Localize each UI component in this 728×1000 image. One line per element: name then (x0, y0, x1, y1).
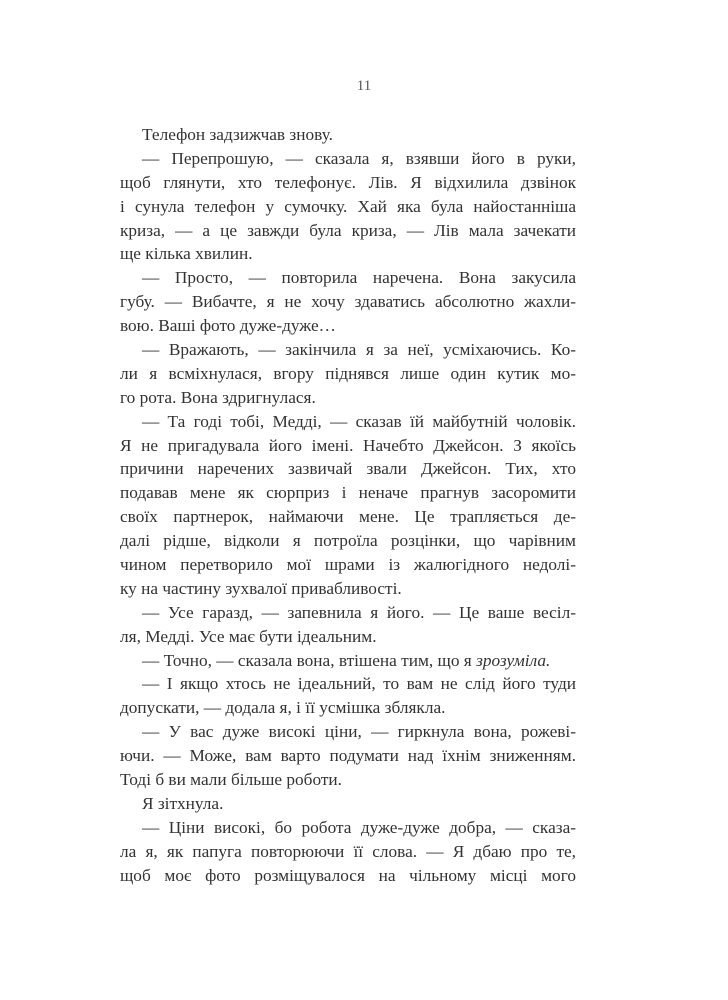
text-line (120, 290, 576, 314)
text-line-content: криза, — а це завжди була криза, — Лів мала зачекати (120, 220, 576, 240)
text-line (120, 123, 576, 147)
text-line-content: ля, Медді. Усе має бути ідеальним. (120, 626, 377, 646)
text-line (120, 529, 576, 553)
text-line-content: ще кілька хвилин. (120, 244, 253, 264)
text-line (120, 195, 576, 219)
text-line (120, 171, 576, 195)
text-line (120, 577, 576, 601)
text-line (120, 505, 576, 529)
text-line-content: — Ціни високі, бо робота дуже-дуже добра, — сказа- (142, 817, 576, 837)
text-line (120, 410, 576, 434)
text-line-content: губу. — Вибачте, я не хочу здаватись абсолютно жахли- (120, 292, 576, 312)
text-line (120, 147, 576, 171)
text-line (120, 625, 576, 649)
text-line (120, 457, 576, 481)
text-line-content: ку на частину зухвалої привабливості. (120, 578, 402, 598)
text-line-content: щоб моє фото розміщувалося на чільному місці мого (120, 865, 576, 885)
text-line (120, 338, 576, 362)
italic-word: зрозуміла. (476, 650, 551, 670)
text-line-content: подавав мене як сюрприз і неначе прагнув засоромити (120, 483, 576, 503)
text-line (120, 672, 576, 696)
text-line-content: далі рідше, відколи я потроїла розцінки, що чарівним (120, 531, 576, 551)
text-line-content: го рота. Вона здригнулася. (120, 387, 316, 407)
text-line (120, 696, 576, 720)
text-line-content: — Вражають, — закінчила я за неї, усміхаючись. Ко- (142, 340, 576, 360)
text-line (120, 816, 576, 840)
text-line (120, 362, 576, 386)
text-line-content: і сунула телефон у сумочку. Хай яка була найостанніша (120, 196, 576, 216)
text-line-content: — У вас дуже високі ціни, — гиркнула вона, рожеві- (142, 722, 576, 742)
text-line (120, 720, 576, 744)
text-line-content: ла я, як папуга повторюючи її слова. — Я дбаю про те, (120, 841, 576, 861)
text-line-content: щоб глянути, хто телефонує. Лів. Я відхилила дзвінок (120, 172, 576, 192)
text-line (120, 792, 576, 816)
text-line-content: ючи. — Може, вам варто подумати над їхнім зниженням. (120, 746, 576, 766)
text-line (120, 434, 576, 458)
text-line-content: — І якщо хтось не ідеальний, то вам не слід його туди (142, 674, 576, 694)
text-line (120, 553, 576, 577)
page-number: 11 (356, 78, 372, 94)
text-line (120, 219, 576, 243)
text-line (120, 314, 576, 338)
text-line (120, 386, 576, 410)
text-line-content: Я зітхнула. (142, 793, 224, 813)
text-line-content: своїх партнерок, наймаючи мене. Це трапляється де- (120, 507, 576, 527)
text-line-content: вою. Ваші фото дуже-дуже… (120, 316, 336, 336)
text-line-content: — Та годі тобі, Медді, — сказав їй майбутній чоловік. (142, 411, 576, 431)
text-line (120, 864, 576, 888)
body-text (120, 123, 576, 888)
text-line-content: ли я всміхнулася, вгору піднявся лише один кутик мо- (120, 363, 576, 383)
text-line-content: — Усе гаразд, — запевнила я його. — Це ваше весіл- (142, 602, 576, 622)
text-line (120, 744, 576, 768)
text-line-content: причини наречених зазвичай звали Джейсон. Тих, хто (120, 459, 576, 479)
text-line (120, 649, 576, 673)
text-line-content: Телефон задзижчав знову. (142, 125, 333, 144)
text-line (120, 601, 576, 625)
text-line-content: — Перепрошую, — сказала я, взявши його в руки, (142, 148, 576, 168)
text-line (120, 840, 576, 864)
text-line (120, 266, 576, 290)
text-line (120, 768, 576, 792)
text-line (120, 481, 576, 505)
text-line-content: чином перетворило мої шрами із жалюгідного недолі- (120, 555, 576, 575)
text-line (120, 242, 576, 266)
text-line-content: Я не пригадувала його імені. Начебто Джейсон. З якоїсь (120, 435, 576, 455)
text-line-content: допускати, — додала я, і її усмішка зблякла. (120, 698, 446, 718)
text-line-content: — Просто, — повторила наречена. Вона закусила (142, 268, 576, 288)
text-line-content: — Точно, — сказала вона, втішена тим, що я (142, 650, 477, 670)
text-line-content: Тоді б ви мали більше роботи. (120, 770, 342, 790)
